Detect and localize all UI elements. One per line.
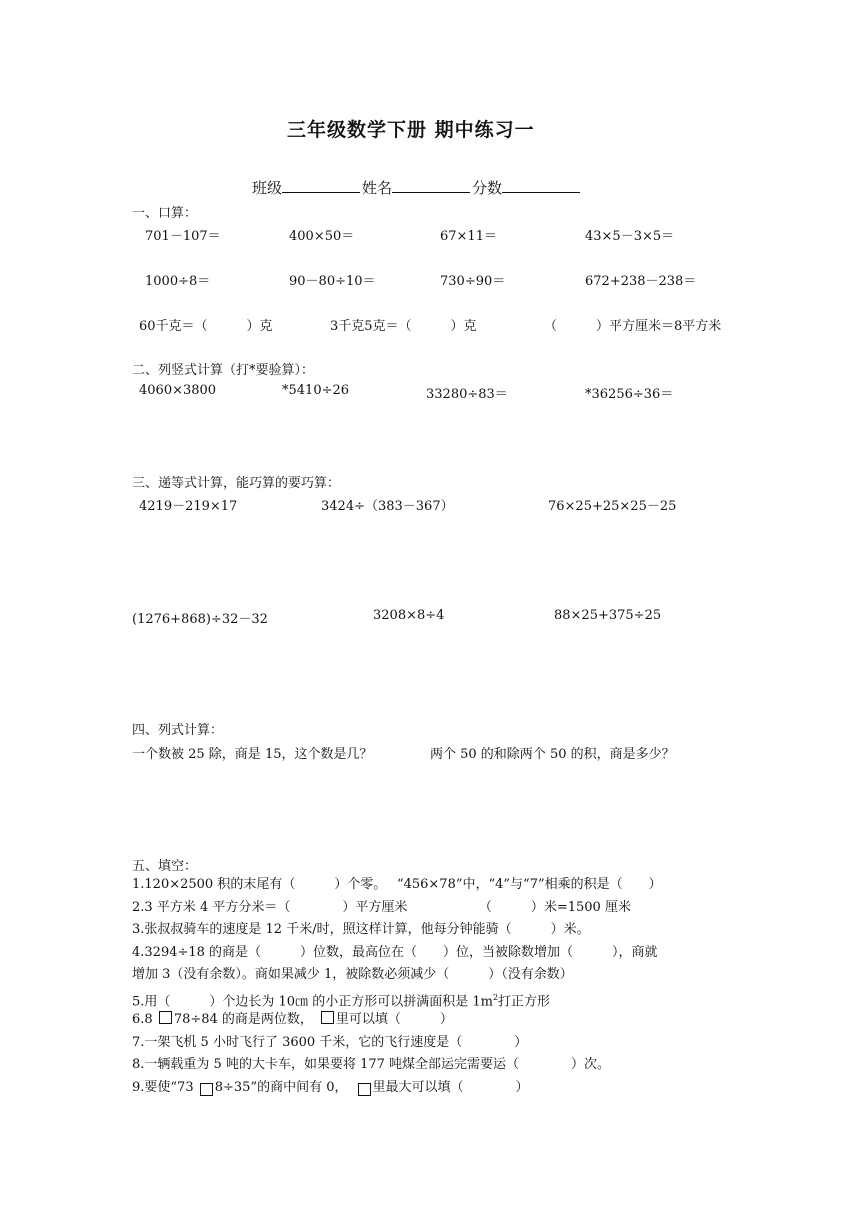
s5-line-4b: 增加 3（没有余数）。商如果减少 1，被除数必须减少（ ）（没有余数） xyxy=(132,967,573,982)
s5-line-5-superscript: 2 xyxy=(492,993,499,1002)
name-blank[interactable] xyxy=(392,178,470,193)
s2-problem: *5410÷26 xyxy=(282,383,350,398)
square-box-icon xyxy=(200,1083,213,1096)
s3-problem: 4219－219×17 xyxy=(139,499,238,514)
section-2-heading: 二、列竖式计算（打*要验算）： xyxy=(132,363,315,378)
s5-line-6-end: 里可以填（ ） xyxy=(335,1012,453,1027)
square-box-icon xyxy=(358,1083,371,1096)
s4-question-2: 两个 50 的和除两个 50 的积，商是多少？ xyxy=(430,747,675,762)
class-label: 班级 xyxy=(252,179,283,197)
page-title: 三年级数学下册 期中练习一 xyxy=(287,119,535,141)
s5-line-6-start: 6.8 xyxy=(132,1012,157,1027)
s5-line-3: 3.张叔叔骑车的速度是 12 千米/时，照这样计算，他每分钟能骑（ ）米。 xyxy=(132,922,590,937)
s3-problem: 3424÷（383－367） xyxy=(321,499,454,514)
s1-conversion: （ ）平方厘米＝8平方米 xyxy=(544,319,722,334)
s1-conversion: 60千克＝（ ）克 xyxy=(139,319,273,334)
s5-line-6-middle: 78÷84 的商是两位数， xyxy=(173,1012,313,1027)
s5-line-6 xyxy=(132,1009,453,1031)
square-box-icon xyxy=(159,1011,172,1024)
name-label: 姓名 xyxy=(362,179,393,197)
s3-problem: (1276+868)÷32－32 xyxy=(132,612,268,627)
s5-line-9-start: 9.要使“73 xyxy=(132,1080,198,1095)
score-blank[interactable] xyxy=(502,178,580,193)
student-info-line xyxy=(252,177,582,198)
s5-line-5-text: 5.用（ ）个边长为 10㎝ 的小正方形可以拼满面积是 1m xyxy=(132,994,493,1010)
s2-problem: *36256÷36＝ xyxy=(585,387,674,402)
s3-problem: 3208×8÷4 xyxy=(373,608,445,623)
s2-problem: 4060×3800 xyxy=(139,383,217,398)
section-4-heading: 四、列式计算： xyxy=(132,723,224,738)
s5-line-4: 4.3294÷18 的商是（ ）位数，最高位在（ ）位，当被除数增加（ ），商就 xyxy=(132,945,658,960)
s1-problem: 672+238－238＝ xyxy=(585,274,697,289)
s3-problem: 88×25+375÷25 xyxy=(554,608,662,623)
s1-problem: 43×5－3×5＝ xyxy=(585,229,675,244)
s5-line-1: 1.120×2500 积的末尾有（ ）个零。 “456×78”中，“4”与“7”相乘的积是（ ） xyxy=(132,877,662,892)
s1-problem: 67×11＝ xyxy=(440,229,497,244)
s5-line-9 xyxy=(132,1077,529,1099)
s1-conversion: 3千克5克＝（ ）克 xyxy=(330,319,477,334)
s4-question-1: 一个数被 25 除，商是 15，这个数是几？ xyxy=(132,747,373,762)
s5-line-7: 7.一架飞机 5 小时飞行了 3600 千米，它的飞行速度是（ ） xyxy=(132,1035,528,1050)
s5-line-5-tail: 打正方形 xyxy=(498,994,551,1010)
s3-problem: 76×25+25×25－25 xyxy=(548,499,677,514)
s1-problem: 400×50＝ xyxy=(289,229,355,244)
s5-line-9-end: 里最大可以填（ ） xyxy=(372,1080,529,1095)
s5-line-2: 2.3 平方米 4 平方分米＝（ ）平方厘米 （ ）米=1500 厘米 xyxy=(132,900,631,915)
section-1-heading: 一、口算： xyxy=(132,206,198,221)
s1-problem: 730÷90＝ xyxy=(440,274,506,289)
s5-line-9-middle: 8÷35”的商中间有 0， xyxy=(214,1080,348,1095)
s1-problem: 1000÷8＝ xyxy=(145,274,211,289)
s1-problem: 701－107＝ xyxy=(145,229,221,244)
section-3-heading: 三、递等式计算，能巧算的要巧算： xyxy=(132,476,341,491)
s2-problem: 33280÷83＝ xyxy=(426,387,508,402)
s5-line-8: 8.一辆载重为 5 吨的大卡车，如果要将 177 吨煤全部运完需要运（ ）次。 xyxy=(132,1057,611,1072)
score-label: 分数 xyxy=(472,179,503,197)
class-blank[interactable] xyxy=(282,178,360,193)
square-box-icon xyxy=(321,1011,334,1024)
s1-problem: 90－80÷10＝ xyxy=(289,274,376,289)
section-5-heading: 五、填空： xyxy=(132,859,198,874)
